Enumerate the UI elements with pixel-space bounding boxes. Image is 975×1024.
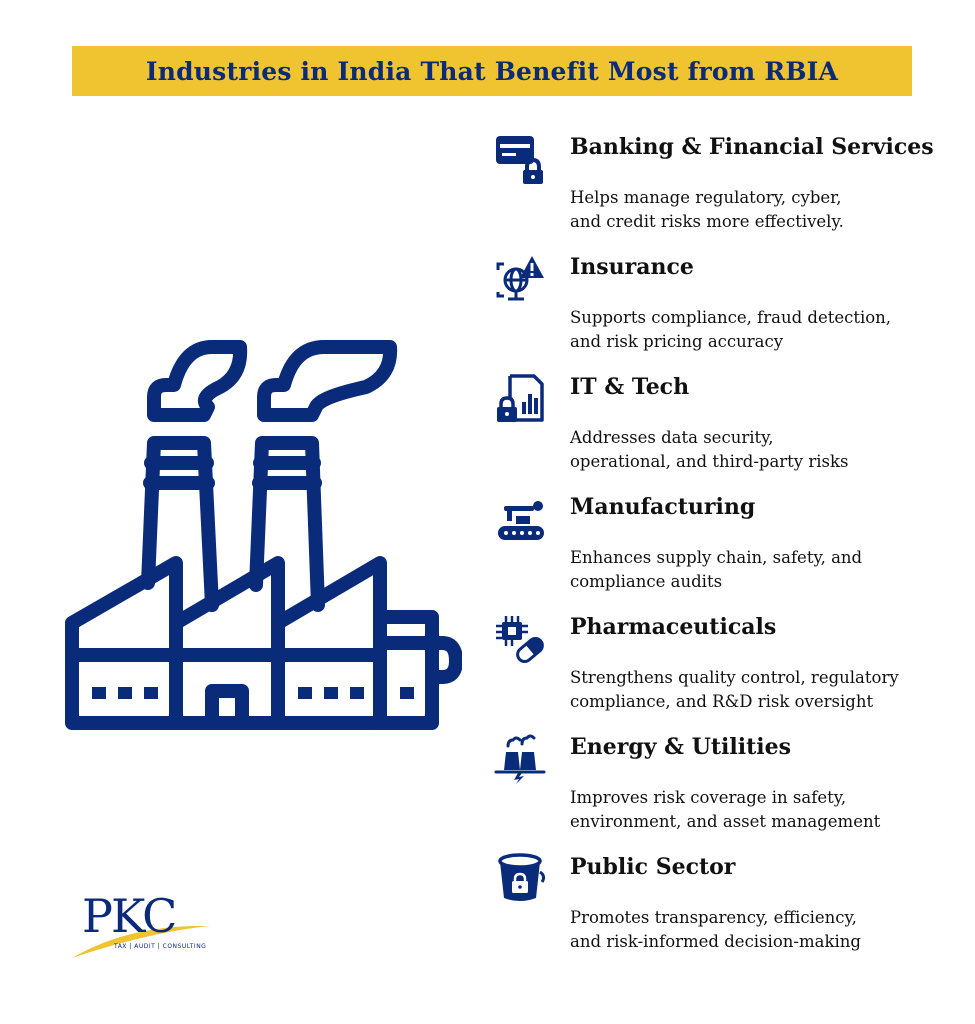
item-description xyxy=(570,186,960,234)
description-line: compliance, and R&D risk oversight xyxy=(570,692,874,711)
title-banner xyxy=(72,46,912,96)
logo-swoosh xyxy=(70,888,230,968)
description-line: Supports compliance, fraud detection, xyxy=(570,308,892,327)
item-heading: Pharmaceuticals xyxy=(570,614,777,640)
industry-list xyxy=(494,130,964,970)
description-line: and risk pricing accuracy xyxy=(570,332,784,351)
card-lock-icon xyxy=(494,132,546,184)
list-item xyxy=(494,850,964,970)
description-line: Strengthens quality control, regulatory xyxy=(570,668,899,687)
globe-warning-icon xyxy=(494,252,546,304)
logo-tagline: TAX | AUDIT | CONSULTING xyxy=(114,943,207,950)
item-heading: Energy & Utilities xyxy=(570,734,792,760)
item-heading: IT & Tech xyxy=(570,374,690,400)
item-description xyxy=(570,666,960,714)
description-line: compliance audits xyxy=(570,572,723,591)
description-line: Improves risk coverage in safety, xyxy=(570,788,847,807)
item-heading: Banking & Financial Services xyxy=(570,134,934,160)
item-description xyxy=(570,546,960,594)
power-plant-icon xyxy=(494,732,546,784)
factory-icon xyxy=(62,335,462,735)
bucket-lock-icon xyxy=(494,852,546,904)
list-item xyxy=(494,250,964,370)
list-item xyxy=(494,370,964,490)
description-line: Addresses data security, xyxy=(570,428,774,447)
item-description xyxy=(570,786,960,834)
item-heading: Public Sector xyxy=(570,854,736,880)
description-line: operational, and third-party risks xyxy=(570,452,849,471)
description-line: Helps manage regulatory, cyber, xyxy=(570,188,842,207)
item-description xyxy=(570,306,960,354)
description-line: Promotes transparency, efficiency, xyxy=(570,908,857,927)
description-line: environment, and asset management xyxy=(570,812,881,831)
chip-pill-icon xyxy=(494,612,546,664)
description-line: and credit risks more effectively. xyxy=(570,212,844,231)
list-item xyxy=(494,490,964,610)
description-line: and risk-informed decision-making xyxy=(570,932,861,951)
logo-brand: PKC xyxy=(82,889,176,943)
list-item xyxy=(494,610,964,730)
page-title: Industries in India That Benefit Most from RBIA xyxy=(145,56,839,86)
document-chart-lock-icon xyxy=(494,372,546,424)
item-heading: Insurance xyxy=(570,254,694,280)
pkc-logo xyxy=(70,888,230,968)
robot-arm-conveyor-icon xyxy=(494,492,546,544)
list-item xyxy=(494,730,964,850)
item-heading: Manufacturing xyxy=(570,494,756,520)
item-description xyxy=(570,426,960,474)
list-item xyxy=(494,130,964,250)
description-line: Enhances supply chain, safety, and xyxy=(570,548,863,567)
item-description xyxy=(570,906,960,954)
